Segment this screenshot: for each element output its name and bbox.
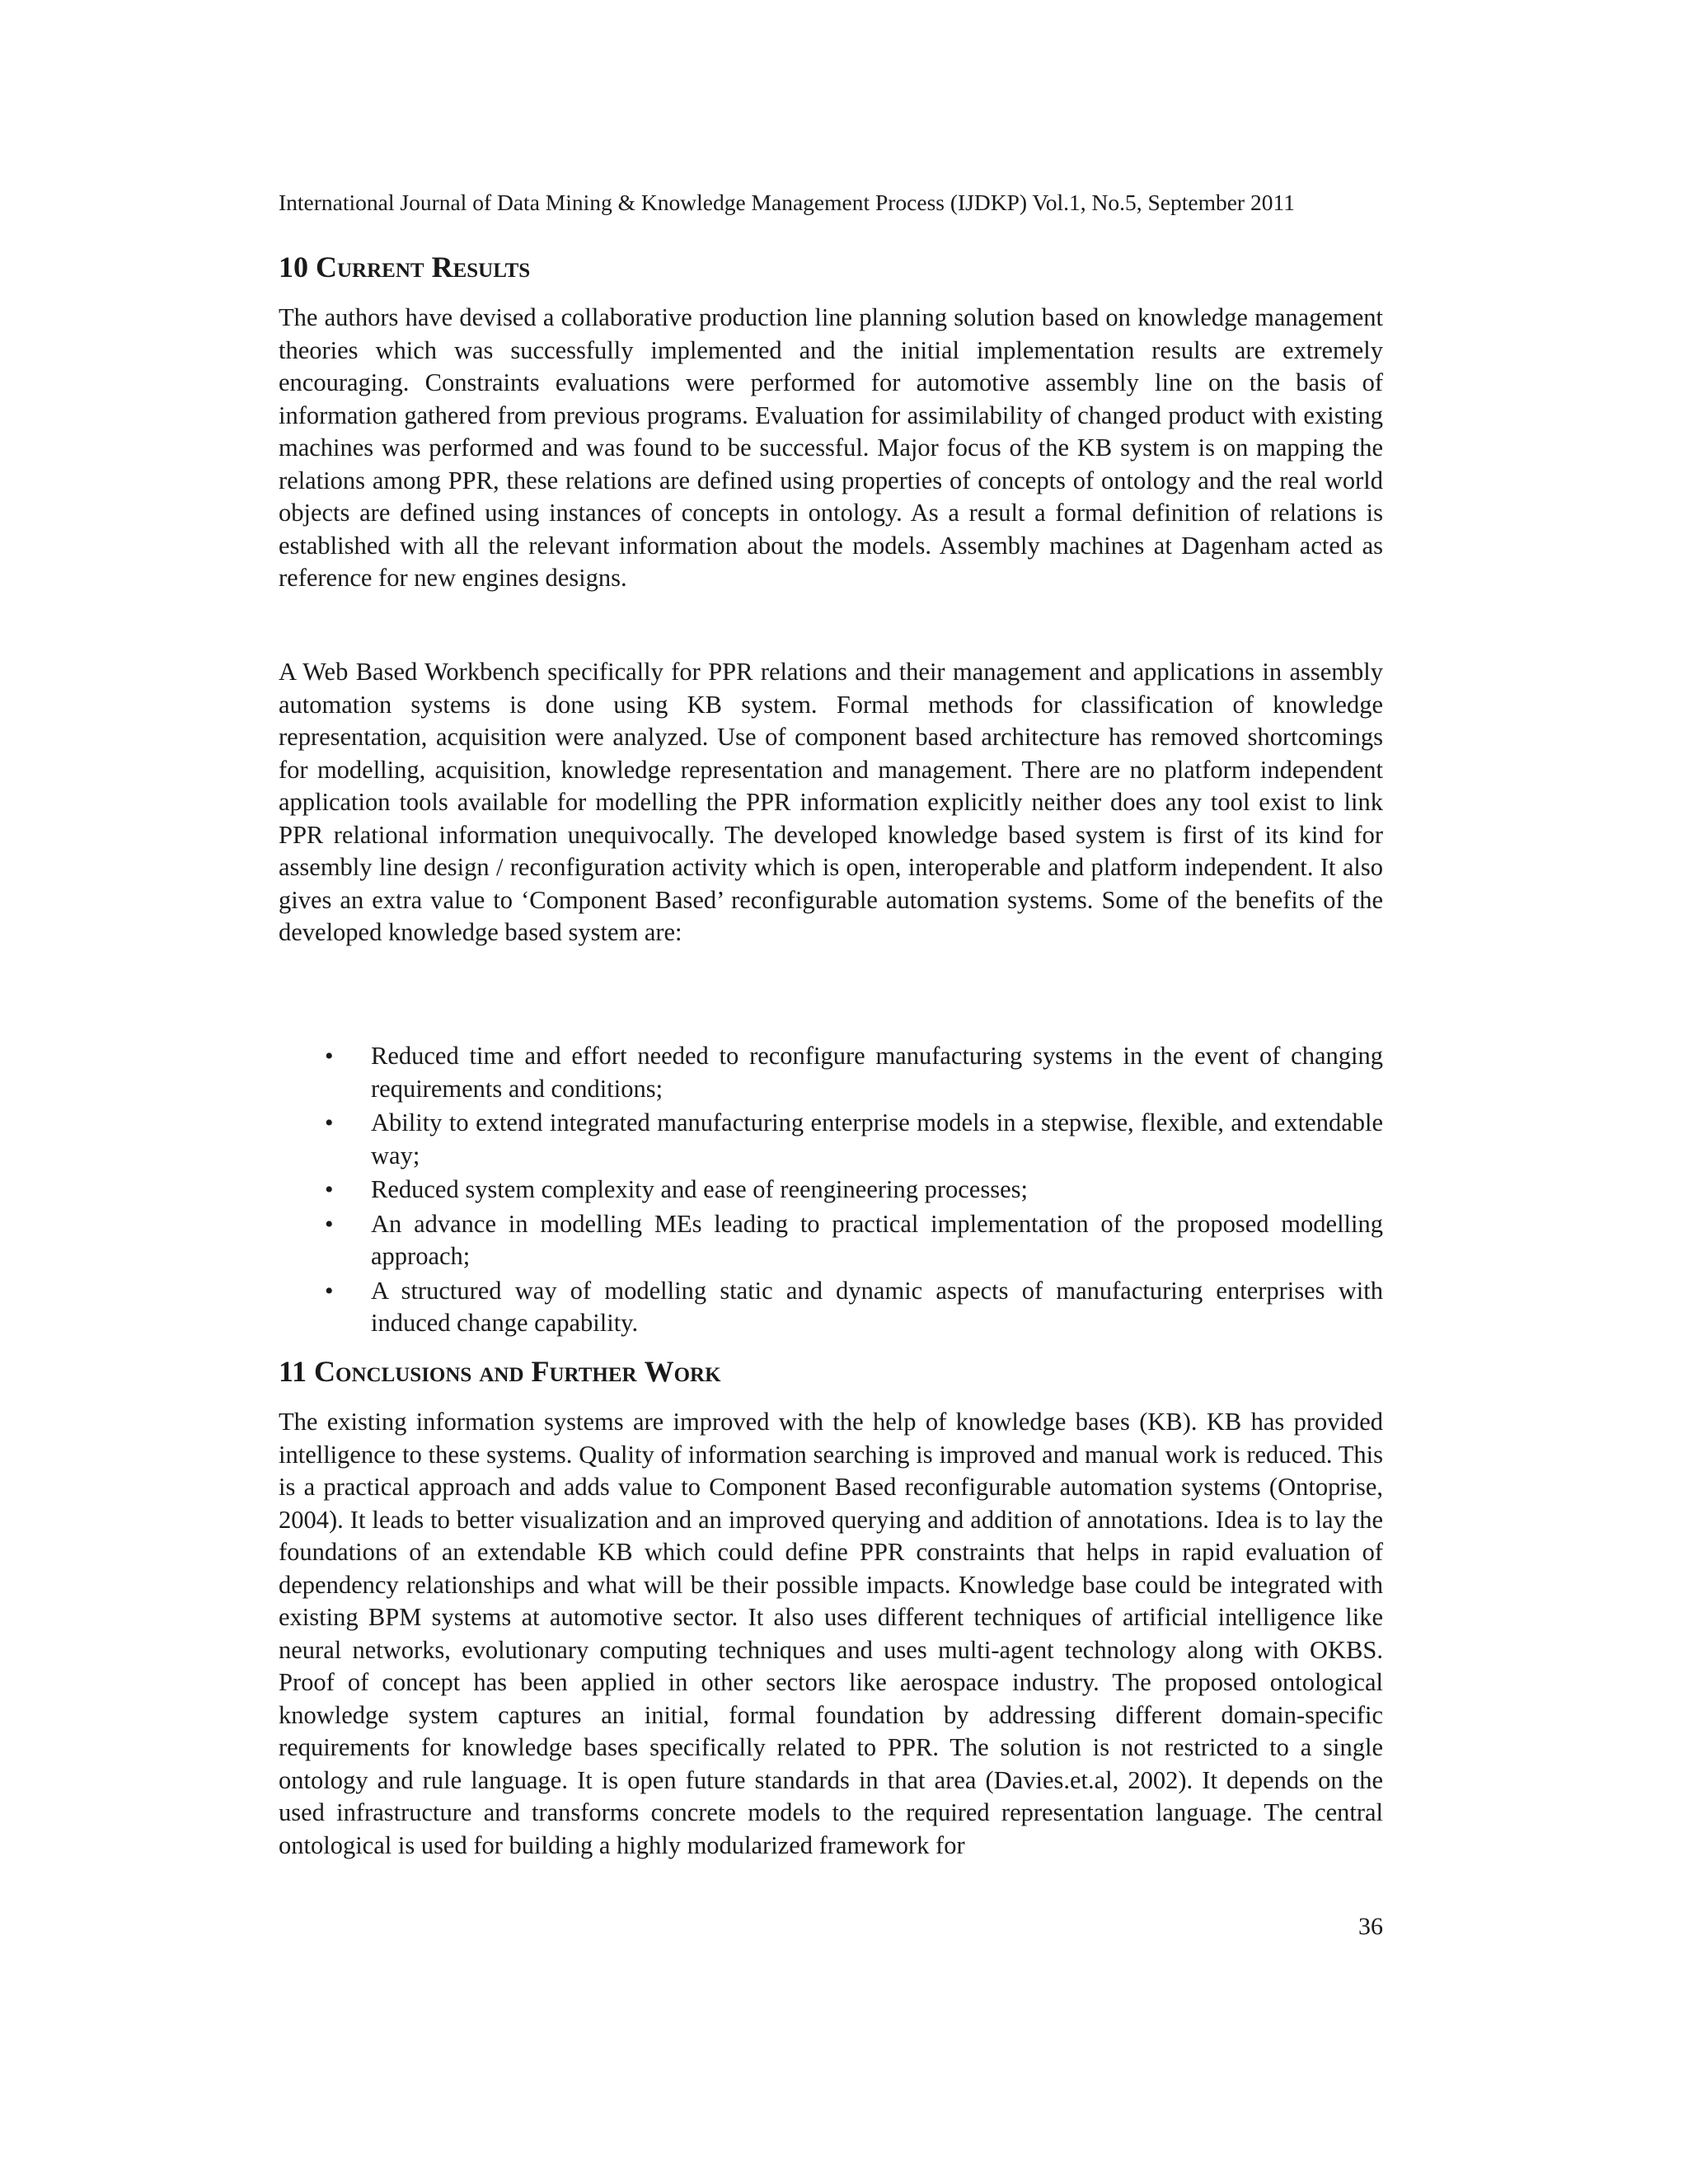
benefit-item [279, 1208, 1383, 1273]
section-10-paragraph-1: The authors have devised a collaborative production line planning solution based on knowledge management theories which was successfully implemented and the initial implementation results are extremely encouraging. Constraints evaluations were performed for automotive assembly line on the basis of information gathered from previous programs. Evaluation for assimilability of changed product with existing machines was performed and was found to be successful. Major focus of the KB system is on mapping the relations among PPR, these relations are defined using properties of concepts of ontology and the real world objects are defined using instances of concepts in ontology. As a result a formal definition of relations is established with all the relevant information about the models. Assembly machines at Dagenham acted as reference for new engines designs. [279, 303, 1383, 592]
section-11-number: 11 [279, 1355, 307, 1388]
bullet-icon: • [325, 1176, 334, 1203]
bullet-icon: • [325, 1109, 334, 1137]
section-10-heading [279, 247, 1383, 287]
benefit-text: Reduced system complexity and ease of reengineering processes; [371, 1175, 1028, 1203]
bullet-icon: • [325, 1043, 334, 1070]
benefit-text: Ability to extend integrated manufacturing enterprise models in a stepwise, flexible, and extendable way; [371, 1108, 1383, 1169]
running-header: International Journal of Data Mining & Knowledge Management Process (IJDKP) Vol.1, No.5, September 2011 [279, 190, 1295, 215]
section-10-number: 10 [279, 251, 308, 284]
section-10-paragraph-2: A Web Based Workbench specifically for PPR relations and their management and applications in assembly automation systems is done using KB system. Formal methods for classification of knowledge representation, acquisition were analyzed. Use of component based architecture has removed shortcomings for modelling, acquisition, knowledge representation and management. There are no platform independent application tools available for modelling the PPR information explicitly neither does any tool exist to link PPR relational information unequivocally. The developed knowledge based system is first of its kind for assembly line design / reconfiguration activity which is open, interoperable and platform independent. It also gives an extra value to ‘Component Based’ reconfigurable automation systems. Some of the benefits of the developed knowledge based system are: [279, 658, 1383, 946]
benefit-item [279, 1174, 1383, 1207]
section-11-title-further: Further [531, 1355, 637, 1388]
benefit-item [279, 1040, 1383, 1105]
section-11-paragraph-1: The existing information systems are improved with the help of knowledge bases (KB). KB has provided intelligence to these systems. Quality of information searching is improved and manual work is reduced. This is a practical approach and adds value to Component Based reconfigurable automation systems (Ontoprise, 2004). It leads to better visualization and an improved querying and addition of annotations. Idea is to lay the foundations of an extendable KB which could define PPR constraints that helps in rapid evaluation of dependency relationships and what will be their possible impacts. Knowledge base could be integrated with existing BPM systems at automotive sector. It also uses different techniques of artificial intelligence like neural networks, evolutionary computing techniques and uses multi-agent technology along with OKBS. Proof of concept has been applied in other sectors like aerospace industry. The proposed ontological knowledge system captures an initial, formal foundation by addressing different domain-specific requirements for knowledge bases specifically related to PPR. The solution is not restricted to a single ontology and rule language. It is open future standards in that area (Davies.et.al, 2002). It depends on the used infrastructure and transforms concrete models to the required representation language. The central ontological is used for building a highly modularized framework for [279, 1408, 1383, 1859]
section-10-title-current: Current [316, 251, 424, 284]
page-number: 36 [1358, 1913, 1383, 1940]
section-11-title-work: Work [644, 1355, 721, 1388]
benefit-text: An advance in modelling MEs leading to practical implementation of the proposed modelling approach; [371, 1209, 1383, 1270]
section-11-heading [279, 1352, 1383, 1391]
section-10-title-results: Results [431, 251, 531, 284]
section-11-title-conclusions: Conclusions and [314, 1355, 524, 1388]
benefits-list [279, 1040, 1383, 1342]
benefit-item [279, 1107, 1383, 1172]
benefit-text: Reduced time and effort needed to reconfigure manufacturing systems in the event of changing requirements and conditions; [371, 1042, 1383, 1103]
benefit-item [279, 1275, 1383, 1340]
bullet-icon: • [325, 1210, 334, 1238]
bullet-icon: • [325, 1277, 334, 1305]
benefit-text: A structured way of modelling static and dynamic aspects of manufacturing enterprises with induced change capability. [371, 1276, 1383, 1337]
